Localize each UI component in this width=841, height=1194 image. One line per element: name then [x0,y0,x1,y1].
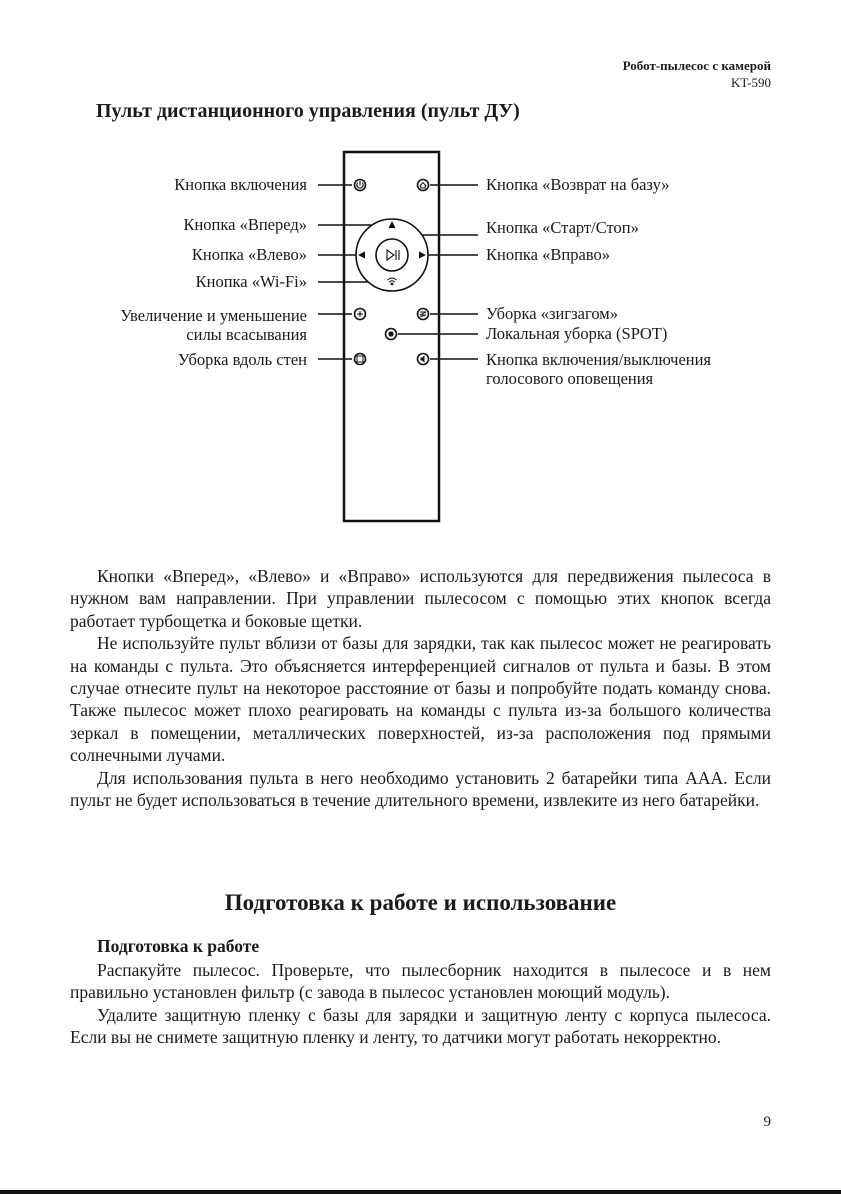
voice-button-icon [418,354,429,365]
header-model: KT-590 [731,75,771,90]
paragraph: Не используйте пульт вблизи от базы для зарядки, так как пылесос может не реагировать на команды с пульта. Это объясняется интерференцией сигналов от пульта и базы. В этом случае отнесите пульт на некоторое расстояние от базы и попробуйте подать команду снова. Также пылесос может плохо реагировать на команды с пульта из-за большого количества зеркал в помещении, металлических поверхностей, из-за расположения под прямыми солнечными лучами. [70,633,771,766]
label-forward: Кнопка «Вперед» [183,215,307,234]
label-suction-2: силы всасывания [186,325,307,344]
remote-control-drawing [0,0,841,540]
body-text-remote [70,565,771,811]
section-title-prep: Подготовка к работе и использование [224,890,617,915]
label-spot: Локальная уборка (SPOT) [486,324,668,343]
label-left: Кнопка «Влево» [191,245,307,264]
body-text-prep [70,959,771,1049]
label-edge: Уборка вдоль стен [177,350,307,369]
paragraph: Распакуйте пылесос. Проверьте, что пылесборник находится в пылесосе и в нем правильно установлен фильтр (с завода в пылесос установлен моющий модуль). [70,960,771,1003]
subsection-title-prep: Подготовка к работе [97,936,260,956]
label-voice-1: Кнопка включения/выключения [486,350,712,369]
page-number: 9 [763,1114,771,1130]
label-right: Кнопка «Вправо» [486,245,610,264]
remote-diagram [0,0,841,540]
paragraph: Для использования пульта в него необходимо установить 2 батарейки типа AAA. Если пульт не будет использоваться в течение длительного времени, извлеките из него батарейки. [70,767,771,811]
paragraph: Кнопки «Вперед», «Влево» и «Вправо» используются для передвижения пылесоса в нужном вам направлении. При управлении пылесосом с помощью этих кнопок всегда работает турбощетка и боковые щетки. [70,566,771,631]
power-button-icon [355,180,366,191]
suction-button-icon [355,309,366,320]
spot-button-icon [386,329,397,340]
label-wifi: Кнопка «Wi-Fi» [195,272,307,291]
bottom-rule [0,1190,841,1194]
label-suction-1: Увеличение и уменьшение [120,306,307,325]
zigzag-button-icon [418,309,429,320]
label-home: Кнопка «Возврат на базу» [486,175,670,194]
edge-cleaning-button-icon [355,354,366,365]
label-startstop: Кнопка «Старт/Стоп» [486,218,639,237]
label-power: Кнопка включения [174,175,307,194]
header-title: Робот-пылесос с камерой [622,58,771,73]
label-voice-2: голосового оповещения [486,369,654,388]
start-stop-button-icon [376,239,408,271]
home-button-icon [418,180,429,191]
section-title-remote: Пульт дистанционного управления (пульт ДУ) [96,100,520,122]
label-zigzag: Уборка «зигзагом» [486,304,618,323]
paragraph: Удалите защитную пленку с базы для зарядки и защитную ленту с корпуса пылесоса. Если вы не снимете защитную пленку и ленту, то датчики могут работать некорректно. [70,1004,771,1048]
